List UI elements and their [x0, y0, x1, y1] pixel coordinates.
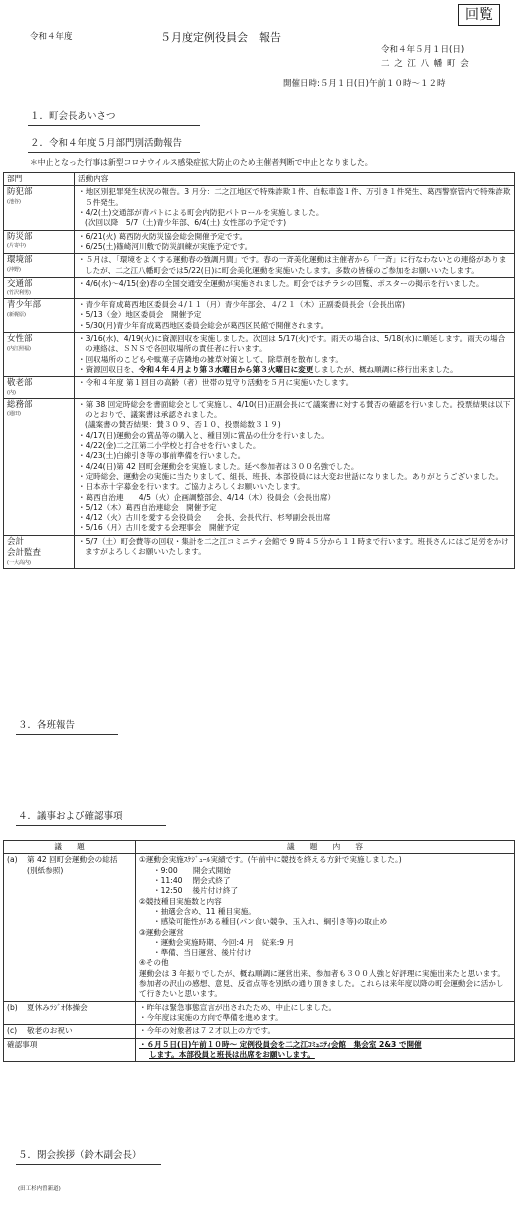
- department-name: 環境部: [7, 255, 33, 266]
- department-report-table-wrap: [3, 172, 515, 569]
- department-name: 総務部: [7, 399, 33, 410]
- agenda-b-line: ・昨年は緊急事態宣言が出されたため、中止にしました。: [139, 1002, 337, 1012]
- agenda-a-line: ・11:40 閉会式終了: [153, 875, 231, 885]
- activity-item: ・6/21(火) 葛西防火防災協会総会開催予定です。: [78, 231, 248, 241]
- agenda-b-line: ・今年度は実施の方向で準備を進めます。: [139, 1013, 283, 1022]
- page-title: ５月度定例役員会 報告: [160, 31, 281, 44]
- agenda-a-line: ・感染可能性がある種目(パン食い競争、玉入れ、綱引き等)の取止め: [153, 917, 388, 927]
- activity-item: ・日本赤十字募金を行います。ご協力よろしくお願いいたします。: [78, 482, 305, 492]
- agenda-header-content: 議 題 内 容: [136, 841, 515, 854]
- activity-item: ・4/24(日)第 42 回町会運動会を実施しました。延べ参加者は３００名強でした。: [78, 461, 359, 471]
- department-leader: (竹沢利男): [7, 290, 31, 297]
- agenda-label-c: (c): [7, 1026, 18, 1036]
- activity-cell: [75, 254, 515, 278]
- confirm-line: ・６月５日(日)午前１０時〜 定例役員会を二之江ｺﾐｭﾆﾃｨ会館 集会室 2&3 で開催: [139, 1039, 422, 1049]
- meeting-time: 開催日時:５月１日(日)午前１０時〜１２時: [283, 79, 446, 89]
- section-5-heading: ５．閉会挨拶（鈴木副会長）: [18, 1150, 142, 1161]
- activity-item: ・4/12（火）古川を愛する会役員会 会長、会長代行、杉琴副会長出席: [78, 513, 331, 523]
- agenda-title-a: 第 42 回町会運動会の総括: [27, 855, 118, 865]
- agenda-a-line: ・12:50 後片付け終了: [153, 886, 239, 896]
- activity-cell: [75, 535, 515, 568]
- activity-item: ・4/23(土)白線引き等の事前準備を行いました。: [78, 451, 246, 461]
- emphasis-text: 令和４年４月より第３水曜日から第３火曜日に変更: [138, 365, 314, 375]
- department-name: 青少年部: [7, 300, 42, 311]
- activity-cell: [75, 186, 515, 230]
- section-3-heading: ３．各班報告: [18, 720, 76, 731]
- activity-item: ・5/13（金）地区委員会 開催予定: [78, 310, 202, 320]
- department-name: 会計: [7, 536, 25, 547]
- activity-item: ・5/12（木）葛西自治連総会 開催予定: [78, 502, 217, 512]
- activity-item: ・5/30(月)青少年育成葛西地区委員会総会が葛西区民館で開催されます。: [78, 320, 329, 330]
- department-cell: [4, 230, 75, 254]
- department-row: [4, 333, 515, 377]
- agenda-a-line: ④その他: [139, 958, 169, 968]
- section-1-underline: [28, 125, 200, 126]
- activity-item: ・定時総会、運動会の実施に当たりまして、組長、班長、本部役員には大変お世話になりました。ありがとうございました。: [78, 471, 504, 481]
- activity-cell: [75, 377, 515, 398]
- department-cell: [4, 299, 75, 333]
- agenda-a-line: ③運動会運営: [139, 927, 184, 937]
- agenda-topic-c: [4, 1025, 136, 1038]
- agenda-row-a: [4, 854, 515, 1001]
- agenda-content-a: [136, 854, 515, 1001]
- department-name: 敬老部: [7, 378, 33, 389]
- department-name: 防災部: [7, 231, 33, 242]
- agenda-label-a: (a): [7, 855, 18, 865]
- agenda-row-b: [4, 1001, 515, 1025]
- activity-item: ・５月は、「環境をよくする運動春の強調月間」です。春の一斉美化運動は主催者から「一斉」に行なわないとの連絡がありましたが、二之江八幡町会では5/22(日)に町会美化運動を実施いたします。多数の皆様のご参加をお願いいたします。: [78, 255, 507, 275]
- agenda-content-confirm: [136, 1038, 515, 1062]
- department-rows: [4, 186, 515, 568]
- activity-item: ・4/6(水)〜4/15(金)春の全国交通安全運動が実施されました。町会ではチラシの回覧、ポスターの掲示を行いました。: [78, 278, 484, 288]
- department-name: 女性部: [7, 334, 33, 345]
- agenda-title-b: 夏休みﾗｼﾞｵ体操会: [27, 1002, 88, 1012]
- activity-cell: [75, 230, 515, 254]
- department-row: [4, 277, 515, 298]
- department-row: [4, 299, 515, 333]
- activity-item: (次回以降 5/7（土)青少年部、6/4(土) 女性部の予定です): [85, 218, 287, 228]
- activity-item: ・4/22(金)二之江第二小学校と打合せを行いました。: [78, 440, 261, 450]
- agenda-a-line: 運動会は 3 年振りでしたが、概ね順調に運営出来、参加者も３００人強と好評理に実施出来たと思います。参加者の沢山の感想、意見、反省点等を別紙の通り頂きました。これらは来年度以降の町会運動会に活かして行きたいと思います。: [139, 968, 505, 999]
- section-4-heading: ４．議事および確認事項: [18, 811, 123, 822]
- agenda-content-b: [136, 1001, 515, 1025]
- activity-item: ・第 38 回定時総会を書面総会として実施し、4/10(日)正副会長にて議案書に対する賛否の確認を行いました。投票結果は以下のとおりで、議案書は承認されました。: [78, 399, 511, 419]
- header-dept: 部門: [4, 173, 75, 186]
- cancellation-note: ＊中止となった行事は新型コロナウイルス感染症拡大防止のため主催者判断で中止となりました。: [30, 158, 373, 167]
- report-date: 令和４年５月１日(日): [381, 45, 465, 55]
- agenda-a-line: ②競技種目実施数と内容: [139, 896, 222, 906]
- department-leader: (池谷): [7, 198, 21, 205]
- agenda-ref-a: (別紙参照): [27, 865, 64, 875]
- agenda-a-line: ・9:00 開会式開始: [153, 865, 231, 875]
- department-row: [4, 398, 515, 535]
- department-leader: (通田): [7, 411, 21, 418]
- agenda-header-topic: 議 題: [4, 841, 136, 854]
- department-name: 防犯部: [7, 187, 33, 198]
- confirm-line: します。本部役員と班長は出席をお願いします。: [149, 1049, 315, 1059]
- activity-item: ・令和４年度 第１回目の高齢（者）世帯の見守り活動を５月に実施いたします。: [78, 378, 354, 388]
- agenda-label-b: (b): [7, 1002, 18, 1012]
- table-header-row: [4, 173, 515, 186]
- department-row: [4, 186, 515, 230]
- agenda-title-c: 敬老のお祝い: [27, 1026, 73, 1036]
- agenda-table: [3, 840, 515, 1062]
- agenda-a-line: ①運動会実施ｽｹｼﾞｭｰﾙ実績です。(午前中に競技を終える方針で実施しました。): [139, 855, 402, 865]
- activity-item: (議案書の賛否結果：賛３０９、否１０、投票総数３１９): [85, 420, 281, 430]
- activity-cell: [75, 299, 515, 333]
- activity-item: ・5/7（土）町会費等の回収・集計を二之江コミニティ会館で 9 時４５分から１１時まで行います。班長さんにはご足労をかけますがよろしくお願いいたします。: [78, 536, 509, 557]
- department-leader: (内江照福): [7, 345, 31, 352]
- department-row: [4, 230, 515, 254]
- activity-item: ・6/25(土)篠崎河川敷で防災訓練が実施予定です。: [78, 241, 253, 251]
- activity-cell: [75, 333, 515, 377]
- agenda-row-c: [4, 1025, 515, 1038]
- section-4-underline: [16, 825, 166, 826]
- department-row: [4, 535, 515, 568]
- agenda-a-line: ・抽選会含め、11 種目実施。: [153, 906, 256, 916]
- department-leader: (片寄中): [7, 243, 26, 250]
- department-cell: [4, 254, 75, 278]
- fiscal-year: 令和４年度: [30, 32, 73, 42]
- department-leader: (新梶原): [7, 311, 26, 318]
- department-cell: [4, 398, 75, 535]
- activity-item: ・5/16（月）古川を愛する会理事会 開催予定: [78, 523, 240, 533]
- activity-item: ・青少年育成葛西地区委員会４/１１（月）青少年部会、４/２１（木）正副委員長会（会長出席): [78, 300, 406, 310]
- department-cell: [4, 535, 75, 568]
- activity-item: ・葛西自治連 4/5（火）企画調整部会、4/14（木）役員会（会長出席）: [78, 492, 336, 502]
- agenda-row-confirm: [4, 1038, 515, 1062]
- activity-item: ・3/16(水)、4/19(火)に資源回収を実施しました。次回は 5/17(火)です。雨天の場合は、5/18(水)に順延します。雨天の場合の連絡は、ＳＮＳで各回収場所の責任者に行います。: [78, 334, 506, 354]
- department-row: [4, 377, 515, 398]
- agenda-a-line: ・運動会実施時期、今回:4 月 従来:9 月: [153, 937, 295, 947]
- activity-item: ・地区別犯罪発生状況の報告。3 月分：二之江地区で特殊詐欺１件、自転車盗１件、万引き１件発生、葛西警察管内で特殊詐欺５件発生。: [78, 187, 511, 207]
- department-row: [4, 254, 515, 278]
- section-2-heading: ２．令和４年度５月部門別活動報告: [30, 138, 183, 149]
- department-cell: [4, 333, 75, 377]
- department-name: 交通部: [7, 278, 33, 289]
- department-report-table: [3, 172, 515, 569]
- department-leader: (沖野): [7, 266, 21, 273]
- activity-item: ・回収場所のこどもや駄菓子店隣地の雑草対策として、除草剤を散布します。: [78, 354, 344, 364]
- activity-cell: [75, 277, 515, 298]
- section-5-underline: [16, 1164, 161, 1165]
- section-2-underline: [28, 152, 200, 153]
- activity-cell: [75, 398, 515, 535]
- agenda-header-row: [4, 841, 515, 854]
- footer-note: (田工杉内曽新道): [18, 1186, 61, 1192]
- header-activity: 活動内容: [75, 173, 515, 186]
- agenda-topic-confirm: 確認事項: [4, 1038, 136, 1062]
- activity-item: ・資源回収日を、令和４年４月より第３水曜日から第３火曜日に変更しましたが、概ね順調に移行出来ました。: [78, 365, 458, 375]
- department-cell: [4, 277, 75, 298]
- agenda-content-c: ・今年の対象者は７２才以上の方です。: [136, 1025, 515, 1038]
- agenda-topic-b: [4, 1001, 136, 1025]
- department-leader: (一大高内): [7, 559, 31, 566]
- agenda-table-wrap: [3, 840, 515, 1062]
- section-1-heading: １．町会長あいさつ: [30, 111, 116, 122]
- agenda-topic-a: [4, 854, 136, 1001]
- activity-item: ・4/2(土)交通部が青パトによる町会内防犯パトロールを実施しました。: [78, 207, 324, 217]
- department-cell: [4, 186, 75, 230]
- section-3-underline: [16, 734, 118, 735]
- department-leader: (内): [7, 389, 16, 396]
- circulation-stamp: 回覧: [458, 4, 500, 26]
- organization-name: 二 之 江 八 幡 町 会: [381, 59, 470, 69]
- department-name: 会計監査: [7, 548, 42, 559]
- agenda-a-line: ・準備、当日運営、後片付け: [153, 948, 252, 958]
- activity-item: ・4/17(日)運動会の賞品等の購入と、種目別に賞品の仕分を行いました。: [78, 430, 329, 440]
- department-cell: [4, 377, 75, 398]
